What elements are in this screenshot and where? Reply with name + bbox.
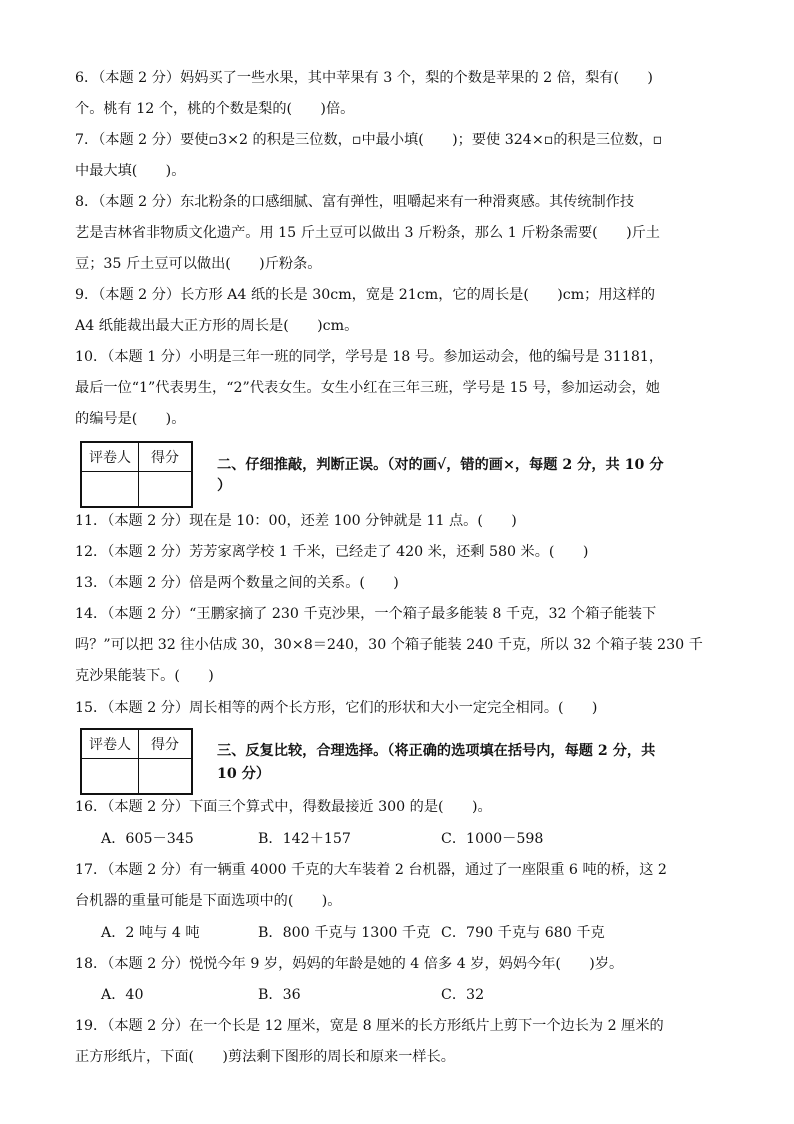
q13-line: 13．（本题 2 分）倍是两个数量之间的关系。( ) <box>75 575 399 591</box>
q11-line: 11．（本题 2 分）现在是 10：00，还差 100 分钟就是 11 点。( ) <box>75 513 517 529</box>
q10-line-1: 10．（本题 1 分）小明是三年一班的同学，学号是 18 号。参加运动会，他的编号是 31181， <box>75 349 664 365</box>
q14-line-2: 吗？”可以把 32 往小估成 30，30×8＝240，30 个箱子能装 240 千克，所以 32 个箱子装 230 千 <box>75 637 703 653</box>
q18-option-a[interactable]: A．40 <box>101 987 144 1003</box>
q19-line-2: 正方形纸片，下面( )剪法剩下图形的周长和原来一样长。 <box>75 1049 455 1065</box>
q16-option-b[interactable]: B．142＋157 <box>258 831 351 847</box>
q8-line-2: 艺是吉林省非物质文化遗产。用 15 斤土豆可以做出 3 斤粉条，那么 1 斤粉条需要( )斤土 <box>75 225 660 241</box>
q16-option-a[interactable]: A．605－345 <box>101 831 194 847</box>
score-table-section-3 <box>80 728 193 795</box>
grader-label: 评卷人 <box>81 729 139 759</box>
q17-option-b[interactable]: B．800 千克与 1300 千克 <box>258 925 431 941</box>
q6-line-2: 个。桃有 12 个，桃的个数是梨的( )倍。 <box>75 101 355 117</box>
q10-line-3: 的编号是( )。 <box>75 411 186 427</box>
q7-line-1: 7．（本题 2 分）要使▫3×2 的积是三位数，▫中最小填( )；要使 324×▫的积是三位数，▫ <box>75 132 663 148</box>
q7-line-2: 中最大填( )。 <box>75 163 186 179</box>
section-2-title-line-2: ） <box>217 478 232 494</box>
q16-line: 16．（本题 2 分）下面三个算式中，得数最接近 300 的是( )。 <box>75 799 492 815</box>
section-3-title-line-2: 10 分） <box>217 766 271 782</box>
score-cell[interactable] <box>139 472 193 508</box>
score-table-section-2 <box>80 441 193 508</box>
q12-line: 12．（本题 2 分）芳芳家离学校 1 千米，已经走了 420 米，还剩 580 米。( ) <box>75 544 589 560</box>
q10-line-2: 最后一位“1”代表男生，“2”代表女生。女生小红在三年三班，学号是 15 号，参加运动会，她 <box>75 380 660 396</box>
q17-option-c[interactable]: C．790 千克与 680 千克 <box>441 925 605 941</box>
grader-cell[interactable] <box>81 472 139 508</box>
q6-line-1: 6．（本题 2 分）妈妈买了一些水果，其中苹果有 3 个，梨的个数是苹果的 2 倍，梨有( ) <box>75 70 653 86</box>
q16-option-c[interactable]: C．1000－598 <box>441 831 544 847</box>
grader-label: 评卷人 <box>81 442 139 472</box>
q9-line-1: 9．（本题 2 分）长方形 A4 纸的长是 30cm，宽是 21cm，它的周长是( )cm；用这样的 <box>75 287 656 303</box>
q9-line-2: A4 纸能裁出最大正方形的周长是( )cm。 <box>75 318 359 334</box>
section-2-title-line-1: 二、仔细推敲，判断正误。（对的画√，错的画×，每题 2 分，共 10 分 <box>217 457 664 473</box>
q17-option-a[interactable]: A．2 吨与 4 吨 <box>101 925 200 941</box>
score-label: 得分 <box>139 729 193 759</box>
score-label: 得分 <box>139 442 193 472</box>
q8-line-1: 8．（本题 2 分）东北粉条的口感细腻、富有弹性，咀嚼起来有一种滑爽感。其传统制作技 <box>75 194 635 210</box>
score-cell[interactable] <box>139 759 193 795</box>
grader-cell[interactable] <box>81 759 139 795</box>
q17-line-2: 台机器的重量可能是下面选项中的( )。 <box>75 893 342 909</box>
q17-line-1: 17．（本题 2 分）有一辆重 4000 千克的大车装着 2 台机器，通过了一座限重 6 吨的桥，这 2 <box>75 862 667 878</box>
q14-line-1: 14．（本题 2 分）“王鹏家摘了 230 千克沙果，一个箱子最多能装 8 千克，32 个箱子能装下 <box>75 606 657 622</box>
q8-line-3: 豆；35 斤土豆可以做出( )斤粉条。 <box>75 256 322 272</box>
section-3-title-line-1: 三、反复比较，合理选择。（将正确的选项填在括号内，每题 2 分，共 <box>217 743 656 759</box>
q18-line: 18．（本题 2 分）悦悦今年 9 岁，妈妈的年龄是她的 4 倍多 4 岁，妈妈今年( )岁。 <box>75 956 624 972</box>
q18-option-b[interactable]: B．36 <box>258 987 301 1003</box>
q19-line-1: 19．（本题 2 分）在一个长是 12 厘米，宽是 8 厘米的长方形纸片上剪下一个边长为 2 厘米的 <box>75 1018 664 1034</box>
q18-option-c[interactable]: C．32 <box>441 987 485 1003</box>
q14-line-3: 克沙果能装下。( ) <box>75 668 214 684</box>
q15-line: 15．（本题 2 分）周长相等的两个长方形，它们的形状和大小一定完全相同。( ) <box>75 700 598 716</box>
